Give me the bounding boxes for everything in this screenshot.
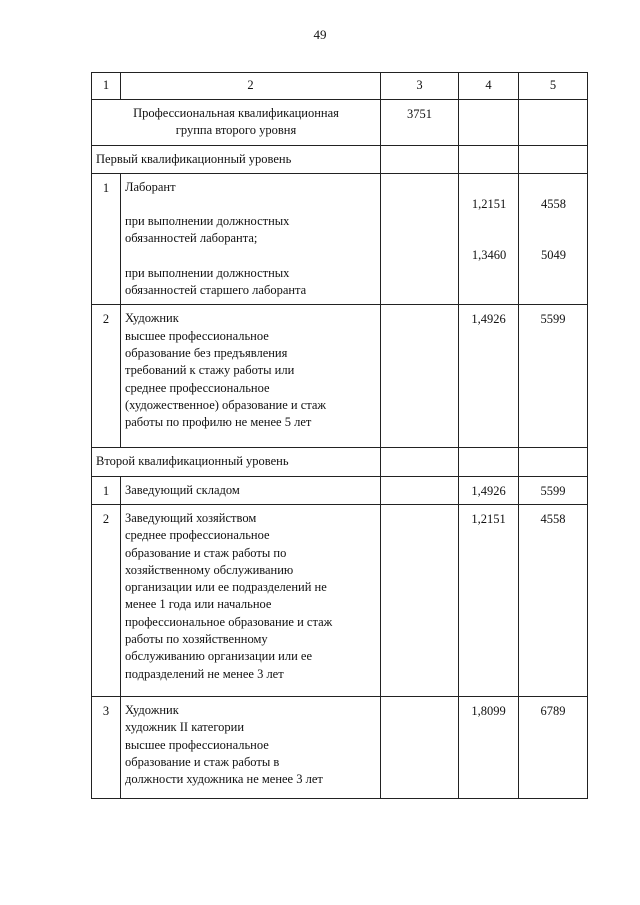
row-description: [121, 476, 381, 504]
row-description: [121, 173, 381, 304]
description-line: должности художника не менее 3 лет: [125, 772, 323, 787]
description-line: высшее профессиональное: [125, 328, 269, 343]
row-number: 1: [92, 173, 121, 304]
level-1-col-3: [381, 145, 459, 173]
description-line: образование без предъявления: [125, 345, 288, 360]
position-name: Лаборант: [125, 179, 176, 194]
level-2-col-4: [459, 448, 519, 476]
description-line: Заведующий хозяйством: [125, 510, 257, 525]
row-number: 2: [92, 504, 121, 696]
table-row: [92, 305, 588, 448]
sub-condition-2-line-2: обязанностей старшего лаборанта: [125, 283, 307, 298]
description-line: художник II категории: [125, 720, 245, 735]
description-line: Художник: [125, 702, 179, 717]
row-description: [121, 504, 381, 696]
page-number: 49: [313, 27, 327, 42]
level-2-title: Второй квалификационный уровень: [92, 448, 381, 476]
description-line: образование и стаж работы по: [125, 545, 287, 560]
row-description: [121, 305, 381, 448]
table-row: [92, 696, 588, 798]
row-col-3: [381, 696, 459, 798]
header-col-4: 4: [459, 73, 519, 100]
header-col-5: 5: [519, 73, 588, 100]
description-line: подразделений не менее 3 лет: [125, 666, 284, 681]
group-col-4: [459, 100, 519, 146]
row-salary: 6789: [519, 696, 588, 798]
group-col-5: [519, 100, 588, 146]
level-1-title: Первый квалификационный уровень: [92, 145, 381, 173]
row-number: 3: [92, 696, 121, 798]
coefficient-1: 1,2151: [471, 196, 507, 211]
row-number: 1: [92, 476, 121, 504]
level-1-col-5: [519, 145, 588, 173]
row-salary: 5599: [519, 305, 588, 448]
coefficient-2: 1,3460: [471, 248, 507, 263]
description-line: Художник: [125, 311, 179, 326]
sub-condition-2-line-1: при выполнении должностных: [125, 265, 290, 280]
level-2-row: [92, 448, 588, 476]
group-title-line-2: группа второго уровня: [175, 123, 297, 138]
description-line: Заведующий складом: [125, 482, 240, 497]
description-line: среднее профессиональное: [125, 380, 270, 395]
table-row: [92, 476, 588, 504]
header-col-1: 1: [92, 73, 121, 100]
description-line: требований к стажу работы или: [125, 363, 295, 378]
row-description: [121, 696, 381, 798]
qualification-table: [91, 72, 588, 799]
row-col-3: [381, 476, 459, 504]
table-row: [92, 173, 588, 304]
row-coefficient: 1,4926: [459, 305, 519, 448]
description-line: профессиональное образование и стаж: [125, 614, 333, 629]
row-col-3: [381, 173, 459, 304]
row-col-3: [381, 504, 459, 696]
header-col-2: 2: [121, 73, 381, 100]
row-salary: [519, 173, 588, 304]
header-col-3: 3: [381, 73, 459, 100]
description-line: работы по профилю не менее 5 лет: [125, 415, 312, 430]
table-row: [92, 504, 588, 696]
sub-condition-1-line-2: обязанностей лаборанта;: [125, 231, 258, 246]
level-1-row: [92, 145, 588, 173]
row-coefficient: 1,2151: [459, 504, 519, 696]
row-col-3: [381, 305, 459, 448]
level-2-col-5: [519, 448, 588, 476]
salary-2: 5049: [541, 248, 566, 263]
description-line: (художественное) образование и стаж: [125, 397, 327, 412]
table-header-row: [92, 73, 588, 100]
sub-condition-1-line-1: при выполнении должностных: [125, 214, 290, 229]
row-salary: 5599: [519, 476, 588, 504]
level-1-col-4: [459, 145, 519, 173]
description-line: высшее профессиональное: [125, 737, 269, 752]
row-coefficient: 1,8099: [459, 696, 519, 798]
description-line: организации или ее подразделений не: [125, 580, 327, 595]
group-title: [92, 100, 381, 146]
level-2-col-3: [381, 448, 459, 476]
group-title-line-1: Профессиональная квалификационная: [133, 106, 339, 120]
group-row: [92, 100, 588, 146]
description-line: работы по хозяйственному: [125, 632, 268, 647]
description-line: среднее профессиональное: [125, 528, 270, 543]
row-salary: 4558: [519, 504, 588, 696]
salary-1: 4558: [541, 196, 566, 211]
group-base-salary: 3751: [381, 100, 459, 146]
row-coefficient: 1,4926: [459, 476, 519, 504]
description-line: менее 1 года или начальное: [125, 597, 272, 612]
description-line: хозяйственному обслуживанию: [125, 562, 294, 577]
row-coefficient: [459, 173, 519, 304]
description-line: образование и стаж работы в: [125, 754, 280, 769]
row-number: 2: [92, 305, 121, 448]
description-line: обслуживанию организации или ее: [125, 649, 313, 664]
